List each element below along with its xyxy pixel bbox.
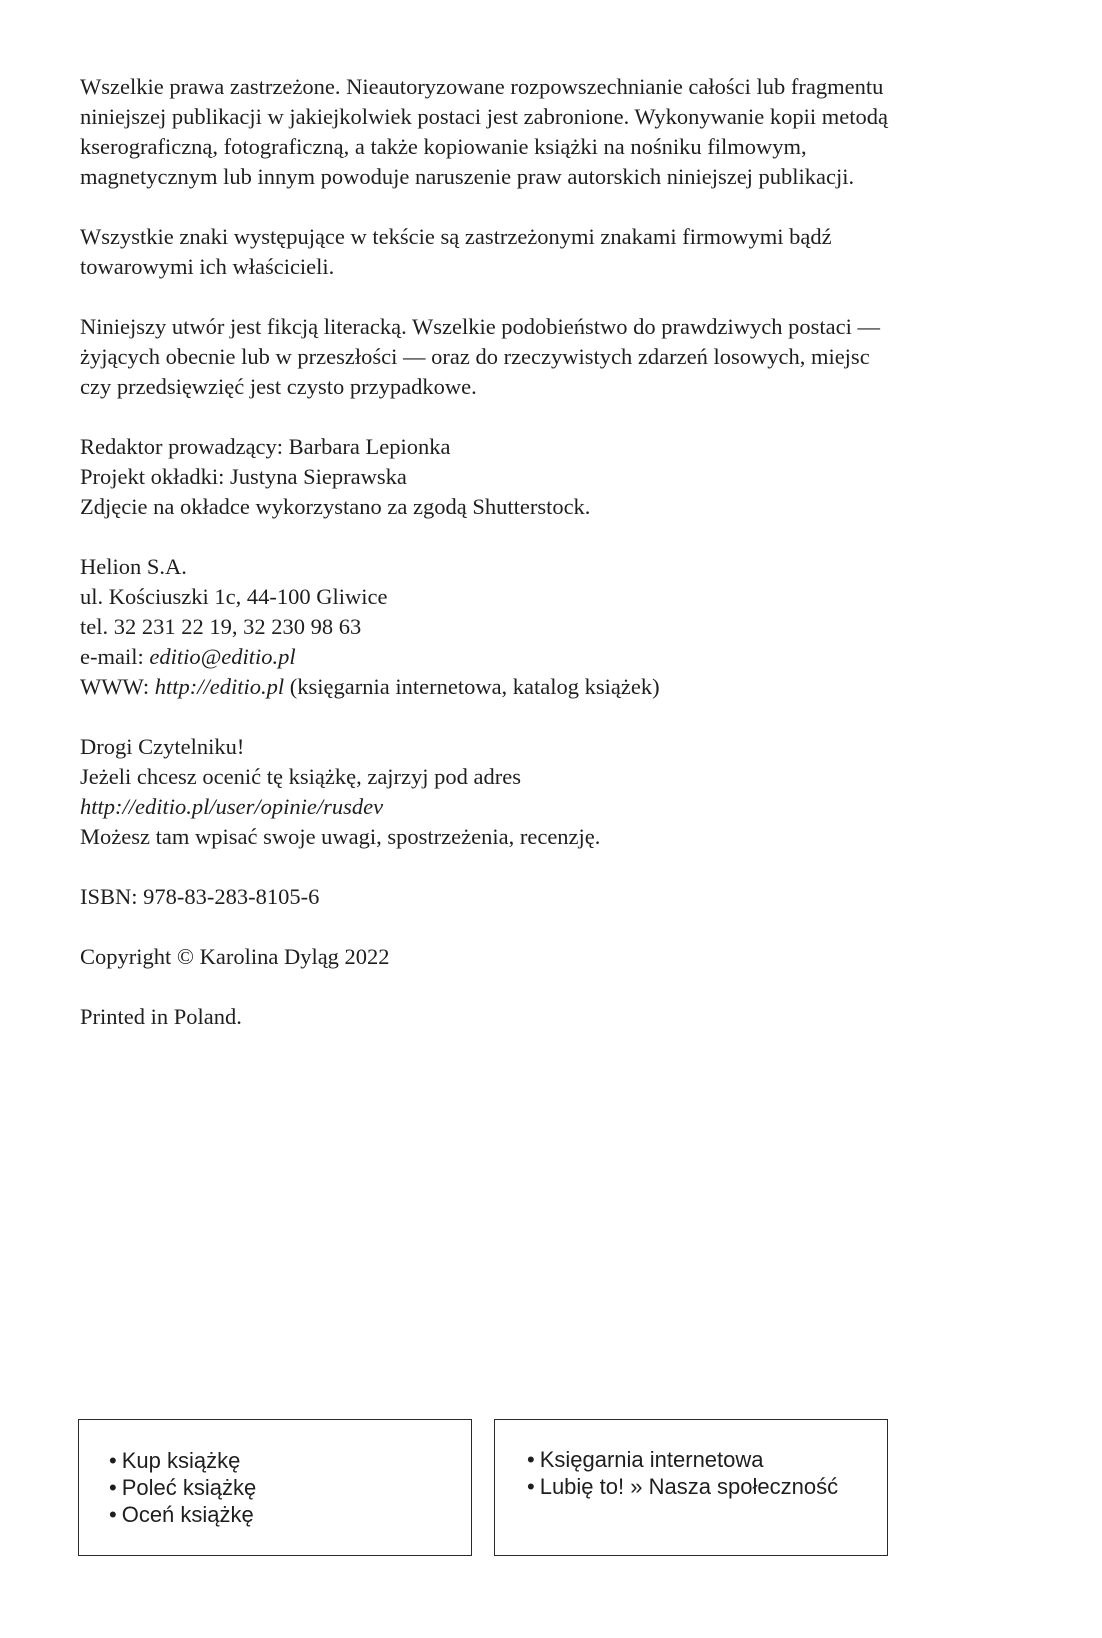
editor-credit: Redaktor prowadzący: Barbara Lepionka	[80, 434, 451, 459]
recommend-book-link[interactable]	[109, 1474, 256, 1501]
www-label: WWW:	[80, 674, 155, 699]
reader-greeting: Drogi Czytelniku!	[80, 734, 245, 759]
printed-in: Printed in Poland.	[80, 1004, 242, 1029]
trademarks-line: Wszystkie znaki występujące w tekście są zastrzeżonymi znakami firmowymi bądź	[80, 224, 832, 249]
reader-note-block	[80, 732, 1040, 852]
link-label: Poleć książkę	[121, 1475, 257, 1500]
trademarks-paragraph	[80, 222, 1040, 282]
rights-line: niniejszej publikacji w jakiejkolwiek postaci jest zabronione. Wykonywanie kopii metodą	[80, 104, 889, 129]
rate-book-link[interactable]	[109, 1501, 256, 1528]
www-link[interactable]: http://editio.pl	[154, 674, 285, 699]
publisher-name: Helion S.A.	[80, 554, 187, 579]
online-bookstore-link[interactable]	[527, 1446, 838, 1473]
trademarks-line: towarowymi ich właścicieli.	[80, 254, 335, 279]
link-label: Kup książkę	[121, 1448, 241, 1473]
www-note: (księgarnia internetowa, katalog książek)	[284, 674, 660, 699]
rights-line: magnetycznym lub innym powoduje naruszenie praw autorskich niniejszej publikacji.	[80, 164, 855, 189]
bullet-icon: •	[527, 1447, 535, 1472]
fiction-line: czy przedsięwzięć jest czysto przypadkowe.	[80, 374, 477, 399]
rights-paragraph	[80, 72, 1040, 192]
publisher-address: ul. Kościuszki 1c, 44-100 Gliwice	[80, 584, 388, 609]
book-actions-list	[109, 1447, 256, 1528]
reader-note-line: Możesz tam wpisać swoje uwagi, spostrzeżenia, recenzję.	[80, 824, 601, 849]
fiction-paragraph	[80, 312, 1040, 402]
isbn: ISBN: 978-83-283-8105-6	[80, 884, 320, 909]
rights-line: Wszelkie prawa zastrzeżone. Nieautoryzowane rozpowszechnianie całości lub fragmentu	[80, 74, 884, 99]
publisher-email-line	[80, 642, 1040, 672]
reader-note-line: Jeżeli chcesz ocenić tę książkę, zajrzyj pod adres	[80, 764, 522, 789]
cover-photo-credit: Zdjęcie na okładce wykorzystano za zgodą Shutterstock.	[80, 494, 591, 519]
publisher-block	[80, 552, 1040, 702]
fiction-line: Niniejszy utwór jest fikcją literacką. Wszelkie podobieństwo do prawdziwych postaci —	[80, 314, 880, 339]
publisher-www-line	[80, 672, 1040, 702]
bullet-icon: •	[109, 1502, 117, 1527]
credits-block	[80, 432, 1040, 522]
bullet-icon: •	[109, 1475, 117, 1500]
opinion-url-link[interactable]: http://editio.pl/user/opinie/rusdev	[80, 794, 384, 819]
link-label: Lubię to! » Nasza społeczność	[539, 1474, 839, 1499]
community-list	[527, 1446, 838, 1500]
community-box	[494, 1419, 888, 1556]
link-label: Oceń książkę	[121, 1502, 254, 1527]
copyright-notice: Copyright © Karolina Dyląg 2022	[80, 944, 390, 969]
email-label: e-mail:	[80, 644, 150, 669]
publisher-phone: tel. 32 231 22 19, 32 230 98 63	[80, 614, 362, 639]
rights-line: kserograficzną, fotograficzną, a także kopiowanie książki na nośniku filmowym,	[80, 134, 807, 159]
copyright-page-text	[80, 72, 1040, 1062]
cover-design-credit: Projekt okładki: Justyna Sieprawska	[80, 464, 407, 489]
bullet-icon: •	[109, 1448, 117, 1473]
book-actions-box	[78, 1419, 472, 1556]
community-link[interactable]	[527, 1473, 838, 1500]
email-link[interactable]: editio@editio.pl	[149, 644, 296, 669]
buy-book-link[interactable]	[109, 1447, 256, 1474]
bullet-icon: •	[527, 1474, 535, 1499]
fiction-line: żyjących obecnie lub w przeszłości — oraz do rzeczywistych zdarzeń losowych, miejsc	[80, 344, 870, 369]
link-label: Księgarnia internetowa	[539, 1447, 764, 1472]
